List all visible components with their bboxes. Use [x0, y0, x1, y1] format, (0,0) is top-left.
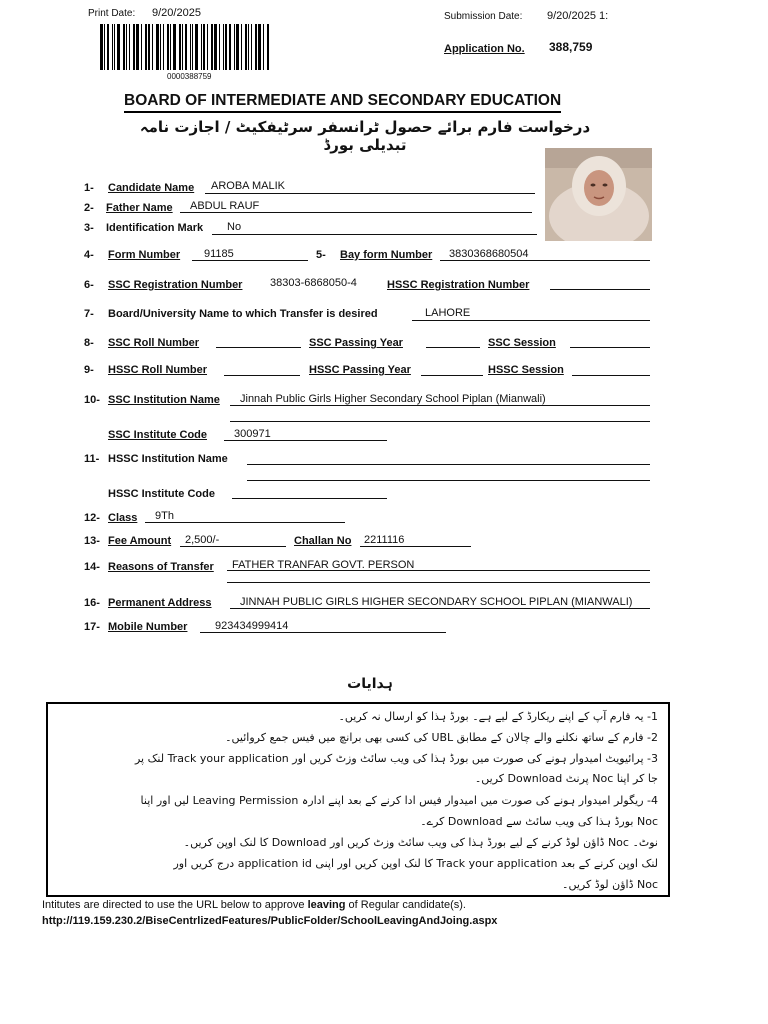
hssc-institution-name-line-2 [247, 480, 650, 481]
barcode-bar [173, 24, 176, 70]
ssc-roll-line [216, 347, 301, 348]
barcode-bar [219, 24, 220, 70]
barcode-bar [152, 24, 153, 70]
hssc-session-line [572, 375, 650, 376]
bay-form-number-label: Bay form Number [340, 249, 433, 261]
identification-mark-value: No [227, 221, 242, 233]
barcode-bar [225, 24, 227, 70]
field-number-17: 17- [84, 621, 100, 633]
hssc-passing-year-line [421, 375, 483, 376]
mobile-number-label: Mobile Number [108, 621, 188, 633]
board-title: BOARD OF INTERMEDIATE AND SECONDARY EDUCATION [124, 92, 561, 113]
bay-form-number-line [440, 260, 650, 261]
field-number-4: 4- [84, 249, 94, 261]
submission-date-label: Submission Date: [444, 11, 523, 22]
ssc-registration-value: 38303-6868050-4 [270, 277, 357, 289]
barcode-bar [107, 24, 109, 70]
candidate-name-label: Candidate Name [108, 182, 195, 194]
hssc-roll-line [224, 375, 300, 376]
instruction-line-3: 3- پرائیویٹ امیدوار ہونے کی صورت میں بورڈ ہذا کی ویب سائٹ وزٹ کریں اور Track your application لنک پر [134, 752, 658, 765]
barcode-bar [100, 24, 103, 70]
barcode-bar [255, 24, 257, 70]
barcode-bar [104, 24, 105, 70]
footer-text-bold: leaving [307, 899, 346, 911]
instructions-heading: ہدایات [347, 676, 393, 692]
reasons-of-transfer-value: FATHER TRANFAR GOVT. PERSON [232, 559, 415, 571]
field-number-2: 2- [84, 202, 94, 214]
candidate-photo [545, 148, 652, 241]
barcode-bar [190, 24, 191, 70]
barcode-bar [234, 24, 235, 70]
barcode-bar [160, 24, 161, 70]
submission-date-value: 9/20/2025 1: [547, 10, 609, 22]
footer-text-after: of Regular candidate(s). [345, 899, 466, 911]
permanent-address-label: Permanent Address [108, 597, 212, 609]
ssc-registration-label: SSC Registration Number [108, 279, 243, 291]
barcode-bar [136, 24, 139, 70]
challan-no-label: Challan No [294, 535, 352, 547]
barcode-bar [145, 24, 147, 70]
ssc-institution-name-value: Jinnah Public Girls Higher Secondary School Piplan (Mianwali) [240, 393, 546, 405]
ssc-institute-code-line [224, 440, 387, 441]
barcode-bar [117, 24, 120, 70]
ssc-institute-code-value: 300971 [234, 428, 271, 440]
form-number-line [192, 260, 308, 261]
barcode [100, 24, 292, 70]
field-number-1: 1- [84, 182, 94, 194]
barcode-bar [245, 24, 247, 70]
barcode-bar [112, 24, 113, 70]
barcode-bar [141, 24, 142, 70]
barcode-bar [126, 24, 127, 70]
form-number-value: 91185 [204, 248, 234, 260]
barcode-bar [195, 24, 198, 70]
field-number-13: 13- [84, 535, 100, 547]
ssc-institution-name-label: SSC Institution Name [108, 394, 220, 406]
ssc-passing-year-line [426, 347, 480, 348]
hssc-session-label: HSSC Session [488, 364, 564, 376]
mobile-number-value: 923434999414 [215, 620, 289, 632]
ssc-session-line [570, 347, 650, 348]
ssc-roll-label: SSC Roll Number [108, 337, 200, 349]
field-number-5: 5- [316, 249, 326, 261]
footer-note [42, 899, 466, 911]
instruction-line-8: لنک اوپن کرنے کے بعد Track your application کا لنک اوپن کریں اور اپنی application id درج کریں اور [173, 857, 658, 870]
permanent-address-line [230, 608, 650, 609]
candidate-name-line [205, 193, 535, 194]
fee-amount-label: Fee Amount [108, 535, 172, 547]
hssc-passing-year-label: HSSC Passing Year [309, 364, 411, 376]
father-name-label: Father Name [106, 202, 173, 214]
hssc-institute-code-label: HSSC Institute Code [108, 488, 215, 500]
barcode-bar [123, 24, 125, 70]
ssc-institute-code-label: SSC Institute Code [108, 429, 208, 441]
field-number-12: 12- [84, 512, 100, 524]
permanent-address-value: JINNAH PUBLIC GIRLS HIGHER SECONDARY SCHOOL PIPLAN (MIANWALI) [240, 596, 633, 608]
challan-no-line [360, 546, 471, 547]
barcode-bar [114, 24, 115, 70]
barcode-bar [263, 24, 264, 70]
father-name-value: ABDUL RAUF [190, 200, 260, 212]
reasons-of-transfer-label: Reasons of Transfer [108, 561, 214, 573]
father-name-line [180, 212, 532, 213]
hssc-institution-name-label: HSSC Institution Name [108, 453, 228, 465]
print-date-value: 9/20/2025 [152, 7, 201, 19]
barcode-bar [133, 24, 135, 70]
hssc-institution-name-line-1 [247, 464, 650, 465]
class-line [145, 522, 345, 523]
instruction-line-4: جا کر اپنا Noc پرنٹ Download کریں۔ [474, 772, 658, 785]
instruction-line-1: 1- یہ فارم آپ کے اپنے ریکارڈ کے لیے ہے۔ بورڈ ہذا کو ارسال نہ کریں۔ [338, 710, 658, 723]
board-university-line [412, 320, 650, 321]
form-number-label: Form Number [108, 249, 181, 261]
barcode-bar [170, 24, 171, 70]
identification-mark-line [212, 234, 537, 235]
barcode-bar [223, 24, 224, 70]
field-number-14: 14- [84, 561, 100, 573]
application-no-label: Application No. [444, 43, 525, 55]
instruction-line-9: Noc ڈاؤن لوڈ کریں۔ [562, 878, 658, 891]
barcode-bar [156, 24, 159, 70]
reasons-of-transfer-line-2 [227, 582, 650, 583]
hssc-institute-code-line [232, 498, 387, 499]
field-number-10: 10- [84, 394, 100, 406]
barcode-bar [241, 24, 242, 70]
identification-mark-label: Identification Mark [106, 222, 204, 234]
field-number-6: 6- [84, 279, 94, 291]
field-number-11: 11- [84, 453, 100, 465]
barcode-bar [258, 24, 261, 70]
class-value: 9Th [155, 510, 174, 522]
instruction-line-2: 2- فارم کے ساتھ نکلنے والے چالان کے مطابق UBL کی کسی بھی برانچ میں فیس جمع کروائیں۔ [225, 731, 658, 744]
bay-form-number-value: 3830368680504 [449, 248, 529, 260]
barcode-bar [179, 24, 181, 70]
barcode-bar [214, 24, 217, 70]
hssc-registration-line [550, 289, 650, 290]
class-label: Class [108, 512, 138, 524]
ssc-session-label: SSC Session [488, 337, 556, 349]
instruction-line-5: 4- ریگولر امیدوار ہونے کی صورت میں امیدوار فیس ادا کرنے کے بعد اپنے ادارہ Leaving Permission لیں اور اپنا [140, 794, 658, 807]
urdu-title: درخواست فارم برائے حصول ٹرانسفر سرٹیفکیٹ / اجازت نامہ تبدیلی بورڈ [139, 118, 591, 154]
barcode-bar [251, 24, 252, 70]
board-university-value: LAHORE [425, 307, 471, 319]
ssc-passing-year-label: SSC Passing Year [309, 337, 403, 349]
barcode-bar [185, 24, 187, 70]
challan-no-value: 2211116 [364, 534, 405, 546]
field-number-16: 16- [84, 597, 100, 609]
barcode-text: 0000388759 [167, 72, 212, 81]
barcode-bar [182, 24, 183, 70]
ssc-institution-name-line-2 [230, 421, 650, 422]
barcode-bar [163, 24, 164, 70]
mobile-number-line [200, 632, 446, 633]
ssc-institution-name-line-1 [230, 405, 650, 406]
field-number-9: 9- [84, 364, 94, 376]
instruction-line-7: نوٹ۔ Noc ڈاؤن لوڈ کرنے کے لیے بورڈ ہذا کی ویب سائٹ وزٹ کریں اور Download کا لنک اوپن کریں۔ [183, 836, 658, 849]
barcode-bar [248, 24, 249, 70]
field-number-3: 3- [84, 222, 94, 234]
print-date-label: Print Date: [88, 8, 136, 19]
instructions-box [46, 702, 670, 897]
application-no-value: 388,759 [549, 40, 593, 54]
instruction-line-6: Noc بورڈ ہذا کی ویب سائٹ سے Download کرے۔ [420, 815, 658, 828]
field-number-7: 7- [84, 308, 94, 320]
barcode-bar [167, 24, 169, 70]
barcode-bar [192, 24, 193, 70]
barcode-bar [211, 24, 213, 70]
barcode-bar [129, 24, 130, 70]
hssc-registration-label: HSSC Registration Number [387, 279, 530, 291]
candidate-name-value: AROBA MALIK [211, 180, 285, 192]
fee-amount-value: 2,500/- [185, 534, 220, 546]
barcode-bar [201, 24, 202, 70]
hssc-roll-label: HSSC Roll Number [108, 364, 208, 376]
footer-url-link[interactable]: http://119.159.230.2/BiseCentrlizedFeatures/PublicFolder/SchoolLeavingAndJoing.aspx [42, 915, 498, 927]
barcode-bar [207, 24, 208, 70]
footer-text-before: Intitutes are directed to use the URL below to approve [42, 899, 308, 911]
barcode-bar [203, 24, 205, 70]
fee-amount-line [180, 546, 286, 547]
barcode-bar [229, 24, 231, 70]
reasons-of-transfer-line-1 [227, 570, 650, 571]
barcode-bar [267, 24, 269, 70]
barcode-bar [236, 24, 239, 70]
barcode-bar [148, 24, 150, 70]
field-number-8: 8- [84, 337, 94, 349]
board-university-label: Board/University Name to which Transfer is desired [108, 308, 378, 320]
